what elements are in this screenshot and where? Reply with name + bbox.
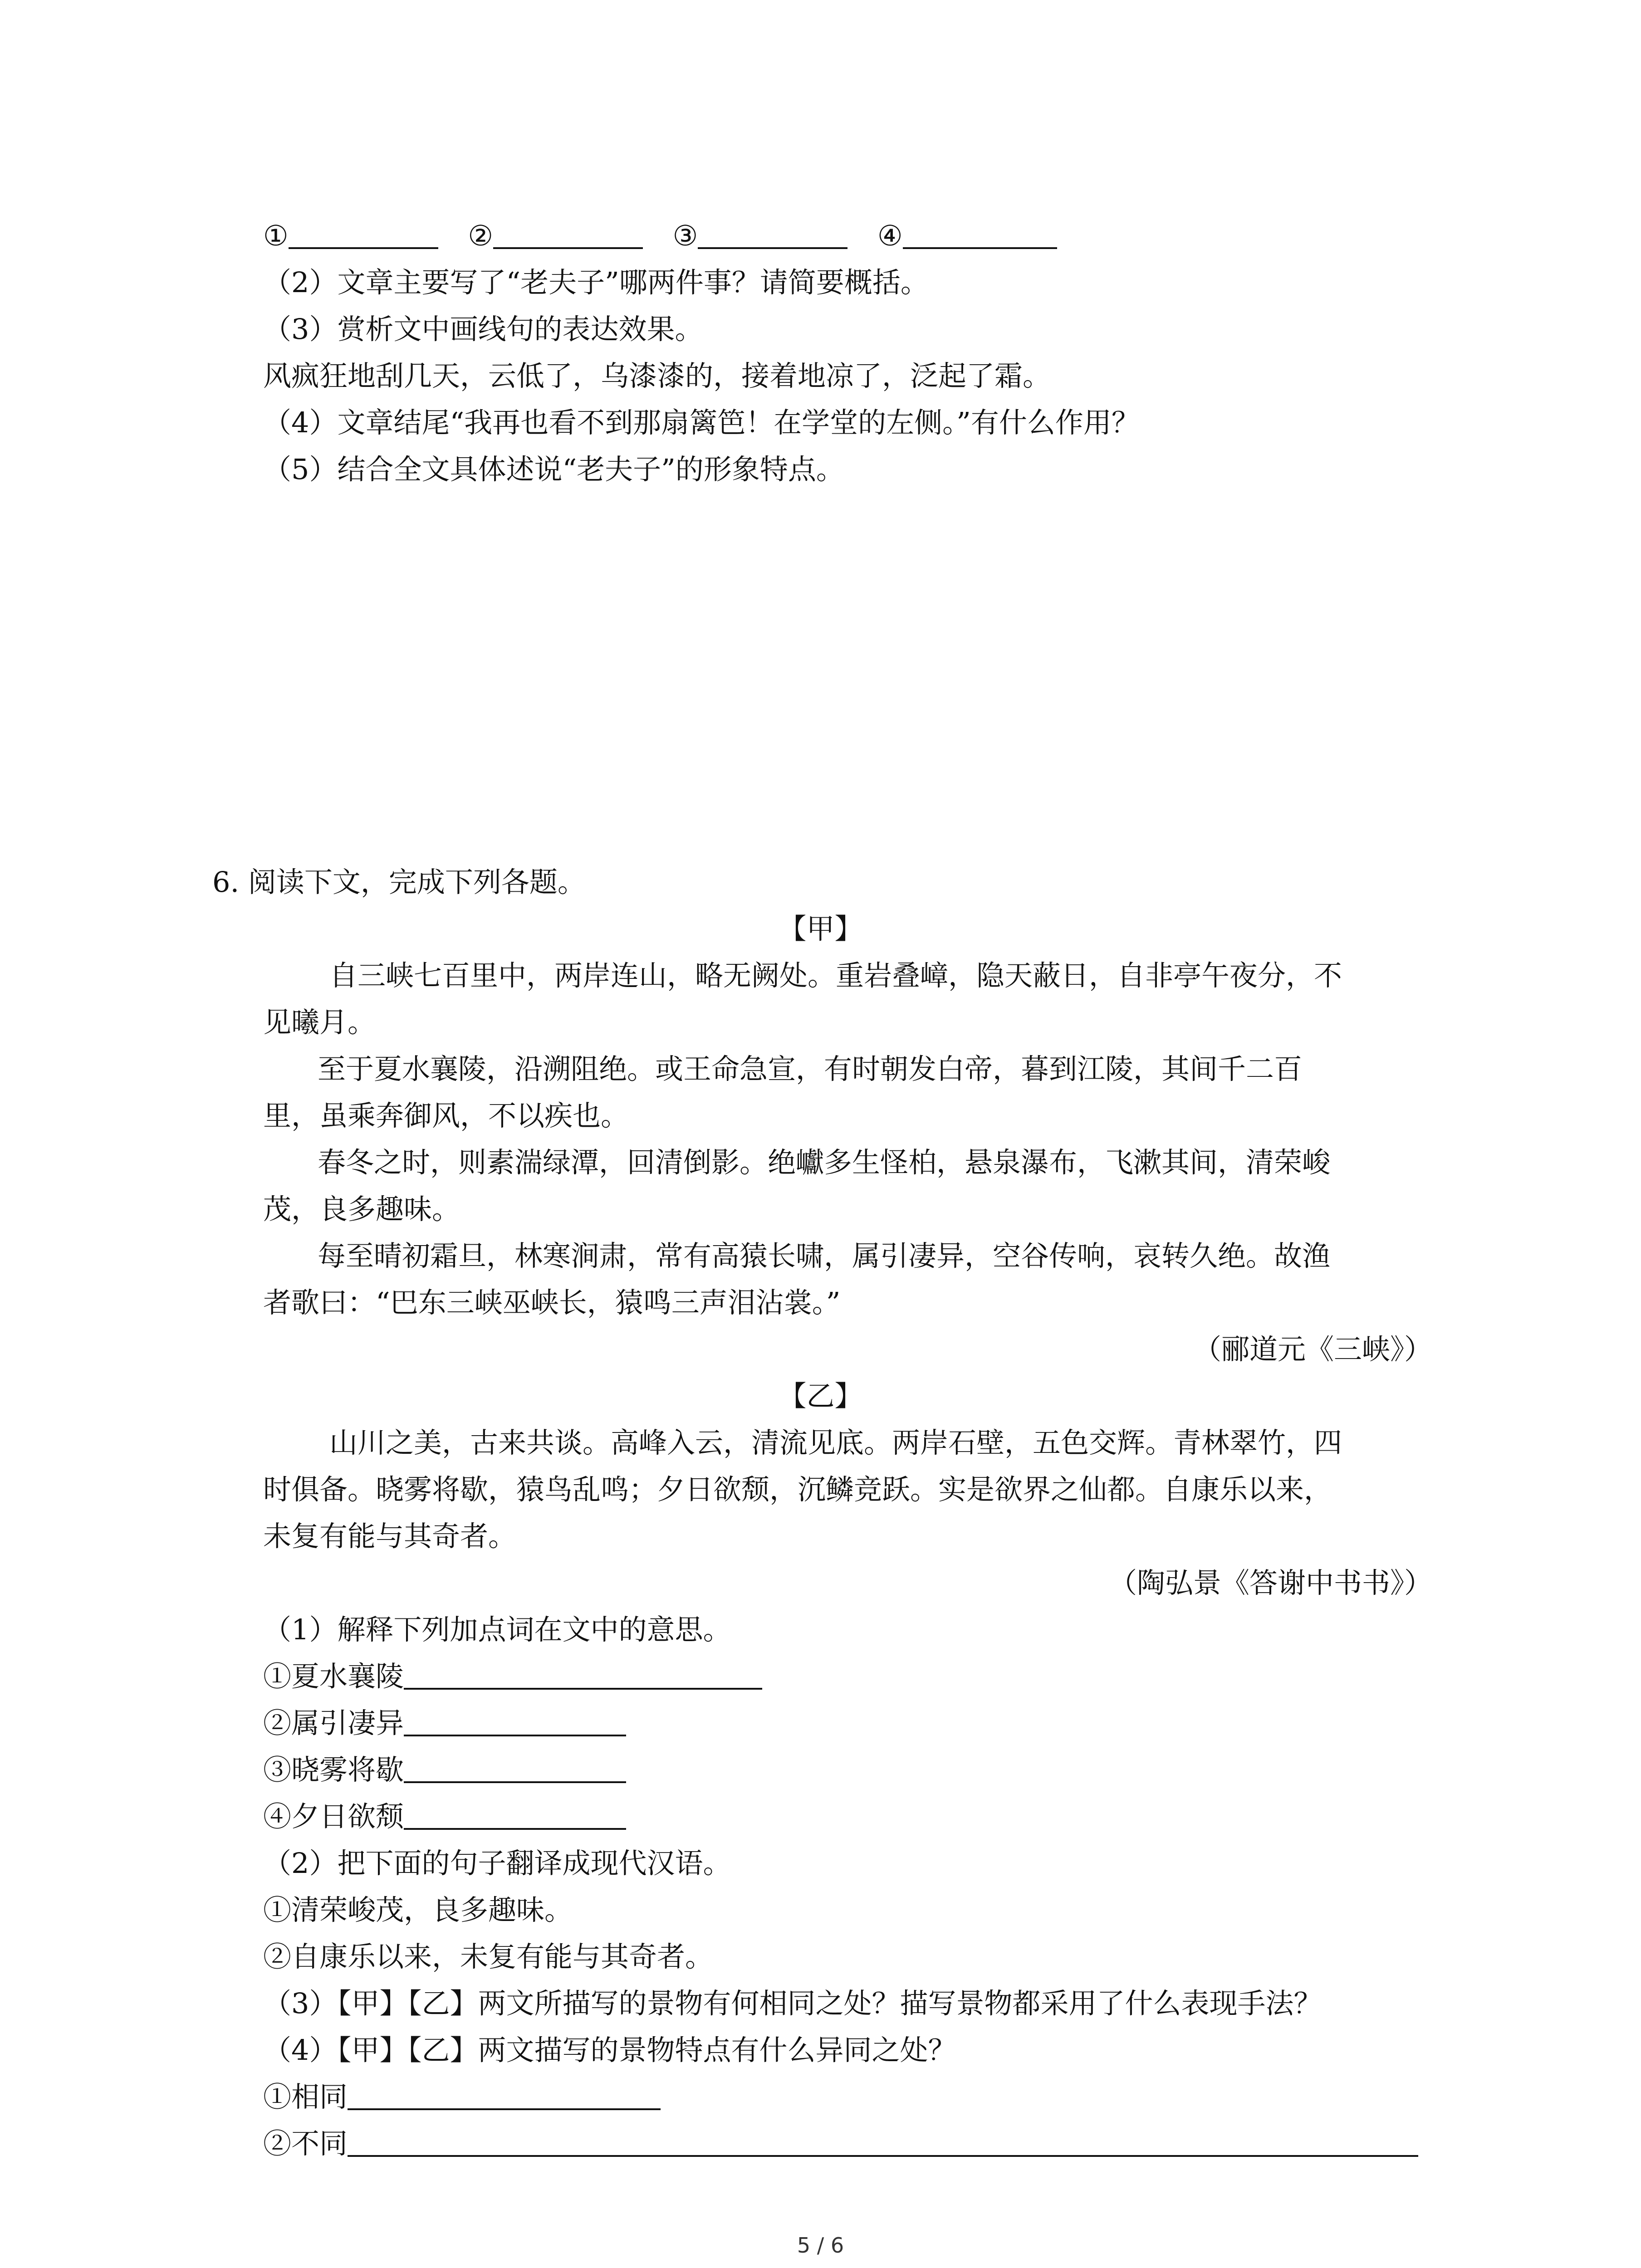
jia-p3-line2: 茂，良多趣味。 [263,1193,460,1226]
word-2-blank[interactable] [404,1702,626,1736]
yi-source: （陶弘景《答谢中书书》） [1108,1566,1432,1599]
jia-p3-line1: 春冬之时，则素湍绿潭，回清倒影。绝巘多生怪柏，悬泉瀑布，飞漱其间，清荣峻 [318,1146,1331,1179]
word-4-label: ④夕日欲颓 [263,1800,404,1833]
blank-line-2[interactable] [493,215,643,249]
blank-line-1[interactable] [289,215,438,249]
yi-line1: 山川之美，古来共谈。高峰入云，清流见底。两岸石壁，五色交辉。青林翠竹，四 [329,1426,1342,1459]
blank-label-4: ④ [877,219,903,252]
same-row [263,2074,661,2120]
jia-p2-line1: 至于夏水襄陵，沿溯阻绝。或王命急宣，有时朝发白帝，暮到江陵，其间千二百 [318,1052,1303,1085]
jia-p1-line2: 见曦月。 [263,1006,376,1039]
blank-line-4[interactable] [903,215,1057,249]
diff-blank[interactable] [348,2122,1418,2157]
q6-intro: 6. 阅读下文，完成下列各题。 [212,865,586,899]
q5-sub5: （5）结合全文具体述说“老夫子”的形象特点。 [263,453,844,486]
word-3-label: ③晓雾将歇 [263,1753,404,1786]
q6-sub4: （4）【甲】【乙】两文描写的景物特点有什么异同之处？ [263,2033,956,2067]
diff-label: ②不同 [263,2127,348,2160]
word-4 [263,1794,626,1839]
word-1-label: ①夏水襄陵 [263,1660,404,1693]
word-4-blank[interactable] [404,1795,626,1830]
jia-source: （郦道元《三峡》） [1193,1333,1432,1366]
q6-sub1: （1）解释下列加点词在文中的意思。 [263,1613,731,1646]
blank-label-2: ② [468,219,493,252]
word-2-label: ②属引凄异 [263,1706,404,1740]
jia-p4-line2: 者歌曰：“巴东三峡巫峡长，猿鸣三声泪沾裳。” [263,1286,841,1319]
page-number: 5 / 6 [797,2233,844,2258]
blank-line-3[interactable] [698,215,847,249]
diff-row [263,2121,1418,2166]
q5-sub4: （4）文章结尾“我再也看不到那扇篱笆！在学堂的左侧。”有什么作用？ [263,406,1140,439]
jia-title: 【甲】 [778,912,863,945]
yi-line3: 未复有能与其奇者。 [263,1520,517,1553]
q6-sub3: （3）【甲】【乙】两文所描写的景物有何相同之处？描写景物都采用了什么表现手法？ [263,1987,1322,2020]
q5-sub2: （2）文章主要写了“老夫子”哪两件事？请简要概括。 [263,266,929,299]
q6-sub2: （2）把下面的句子翻译成现代汉语。 [263,1847,731,1880]
same-blank[interactable] [348,2076,661,2110]
blank-label-3: ③ [672,219,698,252]
yi-title: 【乙】 [778,1379,863,1413]
yi-line2: 时俱备。晓雾将歇，猿鸟乱鸣；夕日欲颓，沉鳞竞跃。实是欲界之仙都。自康乐以来， [263,1473,1332,1506]
word-1 [263,1654,762,1699]
translate-2: ②自康乐以来，未复有能与其奇者。 [263,1940,714,1973]
jia-p4-line1: 每至晴初霜旦，林寒涧肃，常有高猿长啸，属引凄异，空谷传响，哀转久绝。故渔 [318,1239,1331,1272]
translate-1: ①清荣峻茂，良多趣味。 [263,1893,573,1926]
blank-label-1: ① [263,219,289,252]
word-2 [263,1701,626,1746]
same-label: ①相同 [263,2080,348,2113]
word-3-blank[interactable] [404,1749,626,1783]
q5-quote: 风疯狂地刮几天，云低了，乌漆漆的，接着地凉了，泛起了霜。 [263,359,1051,392]
word-3 [263,1747,626,1793]
jia-p2-line2: 里，虽乘奔御风，不以疾也。 [263,1099,629,1132]
word-1-blank[interactable] [404,1655,762,1690]
q5-blank-row [263,213,1078,259]
q5-sub3: （3）赏析文中画线句的表达效果。 [263,313,703,346]
jia-p1-line1: 自三峡七百里中，两岸连山，略无阙处。重岩叠嶂，隐天蔽日，自非亭午夜分，不 [329,959,1342,992]
